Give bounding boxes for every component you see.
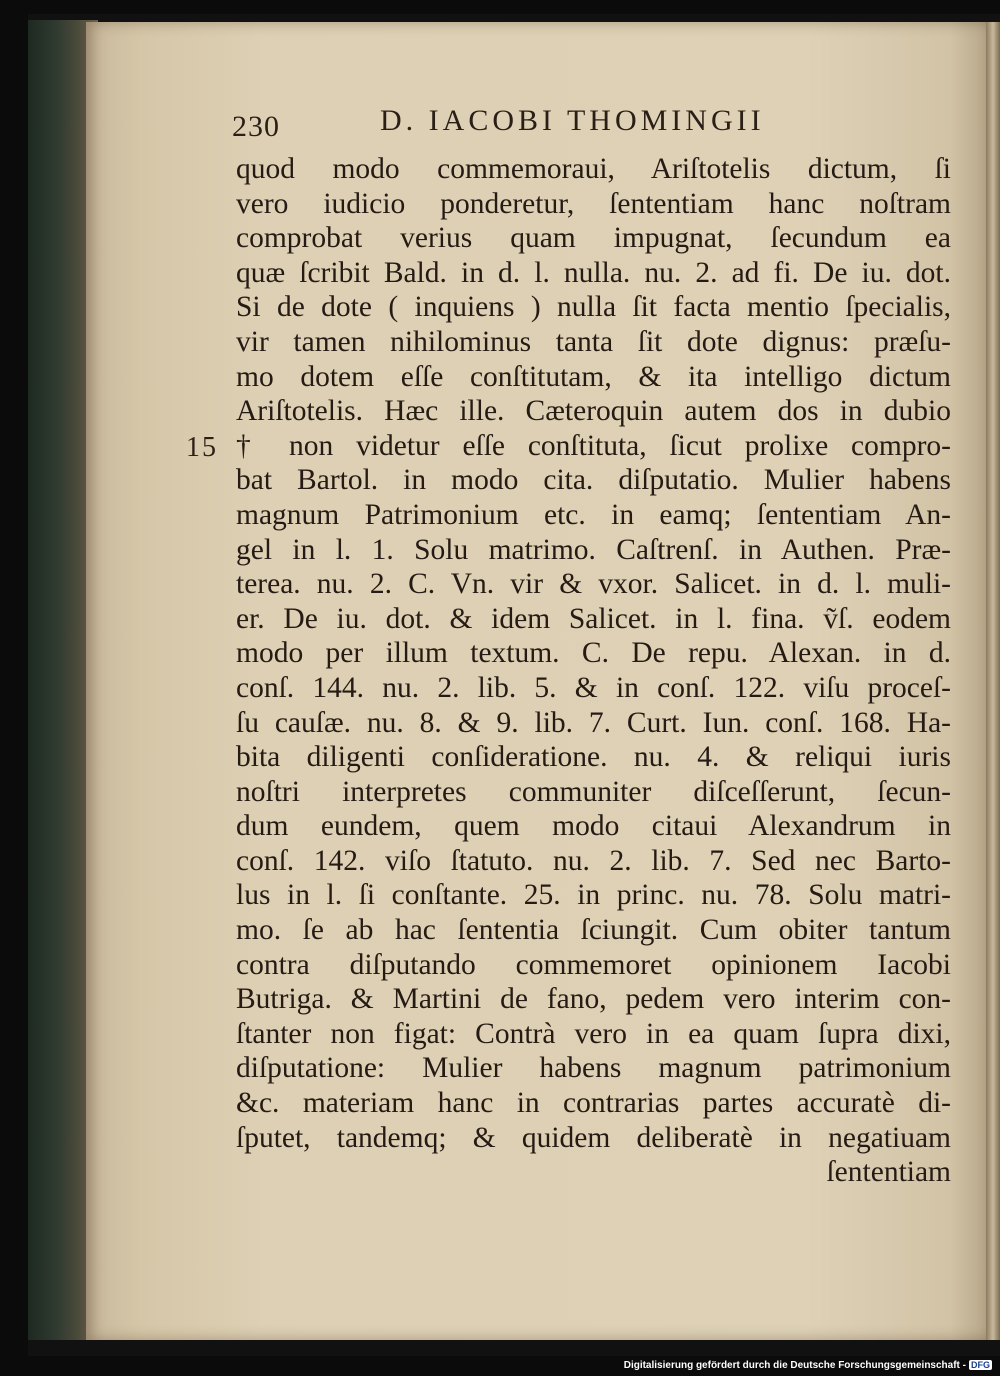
dfg-logo: DFG <box>971 1360 990 1370</box>
text-line: er. De iu. dot. & idem Salicet. in l. fina. ṽſ. eodem <box>236 602 951 635</box>
text-line: Si de dote ( inquiens ) nulla ſit facta mentio ſpecialis, <box>236 291 951 324</box>
text-line: comprobat verius quam impugnat, ſecundum ea <box>236 222 951 255</box>
margin-note-number: 15 <box>186 432 218 463</box>
catchword: ſententiam <box>826 1156 951 1189</box>
text-line: modo per illum textum. C. De repu. Alexan. in d. <box>236 637 951 670</box>
text-line: conſ. 142. viſo ſtatuto. nu. 2. lib. 7. Sed nec Barto- <box>236 844 951 877</box>
text-line: vir tamen nihilominus tanta ſit dote dignus: præſu- <box>236 325 951 358</box>
text-line: Ariſtotelis. Hæc ille. Cæteroquin autem dos in dubio <box>236 395 951 428</box>
text-line: magnum Patrimonium etc. in eamq; ſententiam An- <box>236 498 951 531</box>
text-line: ſu cauſæ. nu. 8. & 9. lib. 7. Curt. Iun. conſ. 168. Ha- <box>236 706 951 739</box>
text-line: vero iudicio ponderetur, ſententiam hanc noſtram <box>236 187 951 220</box>
text-line: ſputet, tandemq; & quidem deliberatè in negatiuam <box>236 1121 951 1154</box>
text-line: bat Bartol. in modo cita. diſputatio. Mulier habens <box>236 464 951 497</box>
text-line: ſtanter non figat: Contrà vero in ea quam ſupra dixi, <box>236 1017 951 1050</box>
running-title: D. IACOBI THOMINGII <box>380 104 765 137</box>
text-line: Butriga. & Martini de fano, pedem vero interim con- <box>236 983 951 1016</box>
digitization-credit <box>624 1358 992 1372</box>
running-head <box>232 104 822 144</box>
text-line: mo dotem eſſe conſtitutam, & ita intelligo dictum <box>236 360 951 393</box>
text-line: dum eundem, quem modo citaui Alexandrum in <box>236 810 951 843</box>
text-line: bita diligenti conſideratione. nu. 4. & reliqui iuris <box>236 741 951 774</box>
text-line: gel in l. 1. Solu matrimo. Caſtrenſ. in Authen. Præ- <box>236 533 951 566</box>
text-line: &c. materiam hanc in contrarias partes accuratè di- <box>236 1087 951 1120</box>
text-line: † non videtur eſſe conſtituta, ſicut prolixe compro- <box>236 429 951 462</box>
credit-text: Digitalisierung gefördert durch die Deutsche Forschungsgemeinschaft - <box>623 1359 966 1371</box>
body-text <box>236 152 951 1190</box>
page-edge-right <box>986 22 1000 1340</box>
text-line: mo. ſe ab hac ſententia ſciungit. Cum obiter tantum <box>236 914 951 947</box>
text-line: lus in l. ſi conſtante. 25. in princ. nu. 78. Solu matri- <box>236 879 951 912</box>
text-line: contra diſputando commemoret opinionem Iacobi <box>236 948 951 981</box>
text-line: conſ. 144. nu. 2. lib. 5. & in conſ. 122. viſu proceſ- <box>236 671 951 704</box>
text-line: noſtri interpretes communiter diſceſſerunt, ſecun- <box>236 775 951 808</box>
text-line: terea. nu. 2. C. Vn. vir & vxor. Salicet. in d. l. muli- <box>236 568 951 601</box>
text-line: quod modo commemoraui, Ariſtotelis dictum, ſi <box>236 153 951 185</box>
text-line: quæ ſcribit Bald. in d. l. nulla. nu. 2. ad fi. De iu. dot. <box>236 256 951 289</box>
text-line: diſputatione: Mulier habens magnum patrimonium <box>236 1052 951 1085</box>
page-number: 230 <box>232 110 280 143</box>
